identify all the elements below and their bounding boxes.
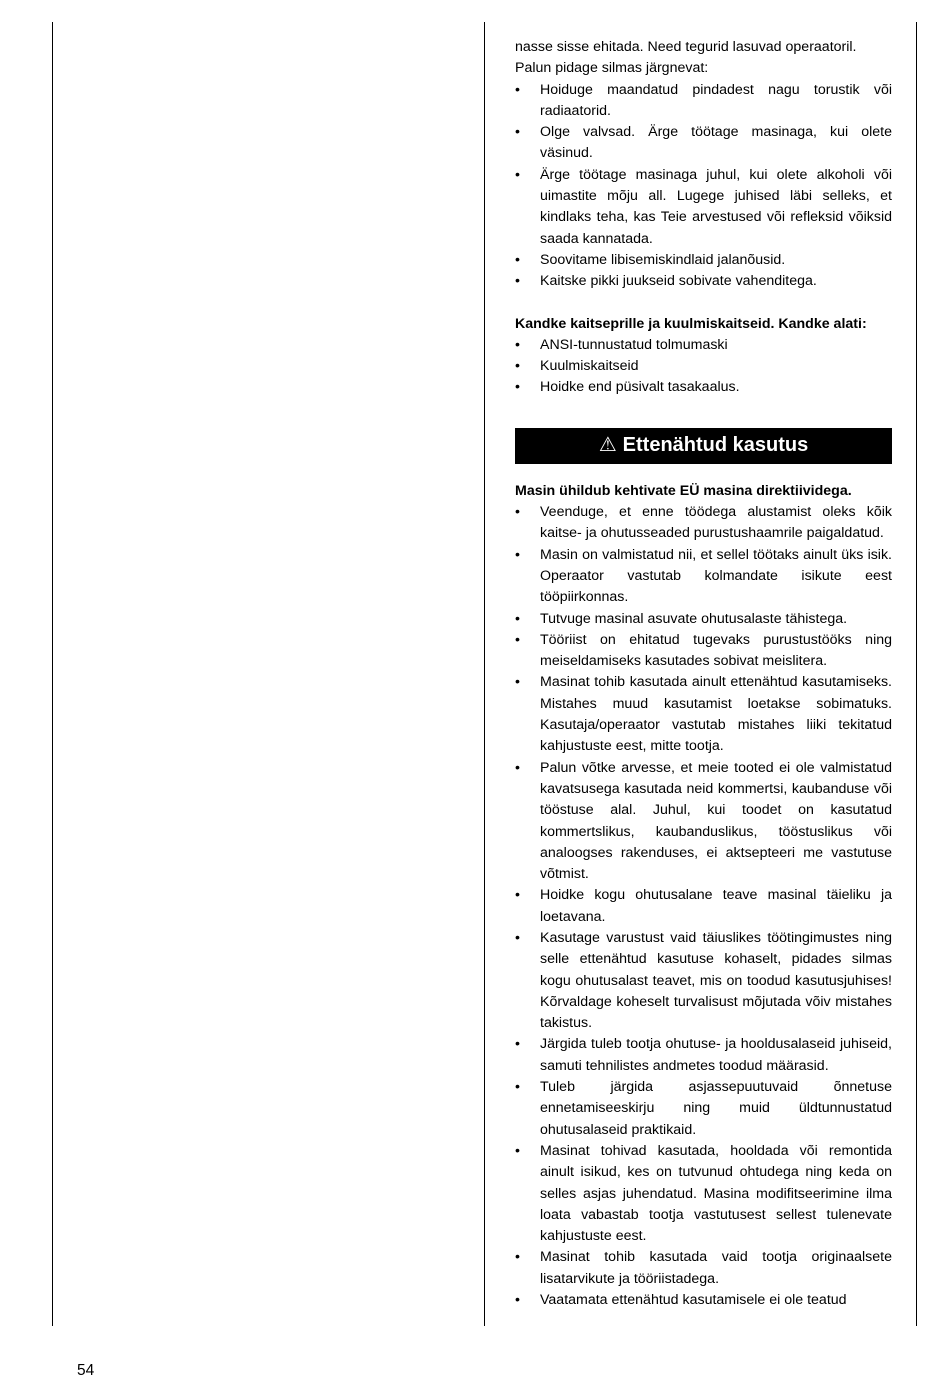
list-item: • Järgida tuleb tootja ohutuse- ja hooldusalaseid juhiseid, samuti tehnilistes andmetes toodud määrasid. <box>515 1034 892 1077</box>
list-item: • Hoiduge maandatud pindadest nagu torustik või radiaatorid. <box>515 80 892 123</box>
section-title: Ettenähtud kasutus <box>622 434 809 457</box>
text-column <box>515 37 892 1311</box>
list-item: • Tuleb järgida asjassepuutuvaid õnnetuse ennetamiseeskirju ning muid üldtunnustatud ohutusalaseid praktikaid. <box>515 1077 892 1141</box>
list-item: • Masin on valmistatud nii, et sellel töötaks ainult üks isik. Operaator vastutab kolmandate isikute eest tööpiirkonnas. <box>515 545 892 609</box>
intro-line: nasse sisse ehitada. Need tegurid lasuvad operaatoril. <box>515 39 857 55</box>
list-item: • Hoidke end püsivalt tasakaalus. <box>515 377 892 398</box>
column-divider-line <box>484 22 485 1326</box>
list-item: • Tööriist on ehitatud tugevaks purustustööks ning meiseldamiseks kasutades sobivat meislitera. <box>515 630 892 673</box>
right-margin-line <box>916 22 917 1326</box>
left-margin-line <box>52 22 53 1326</box>
list-item: • Masinat tohib kasutada ainult ettenähtud kasutamiseks. Mistahes muud kasutamist loetakse sobimatuks. Kasutaja/operaator vastutab mistahes liiki tekitatud kahjustuste eest, mitte tootja. <box>515 672 892 757</box>
list-item: • Vaatamata ettenähtud kasutamisele ei ole teatud <box>515 1290 892 1311</box>
precautions-list <box>515 80 892 293</box>
warning-triangle-icon: ⚠ <box>598 434 617 457</box>
list-item: • Masinat tohivad kasutada, hooldada või remontida ainult isikud, kes on tutvunud ohtudega ning keda on selles asjas juhendatud. Masina modifitseerimine ilma loata vabastab tootja vastutusest sellest tulenevate kahjustuste eest. <box>515 1141 892 1247</box>
section-banner <box>515 428 892 464</box>
list-item: • Kaitske pikki juukseid sobivate vahenditega. <box>515 271 892 292</box>
list-item: • Masinat tohib kasutada vaid tootja originaalsete lisatarvikute ja tööriistadega. <box>515 1247 892 1290</box>
page-number: 54 <box>77 1362 95 1379</box>
list-item: • Hoidke kogu ohutusalane teave masinal täieliku ja loetavana. <box>515 885 892 928</box>
list-item: • ANSI-tunnustatud tolmumaski <box>515 335 892 356</box>
list-item: • Soovitame libisemiskindlaid jalanõusid. <box>515 250 892 271</box>
intended-use-list <box>515 502 892 1311</box>
list-item: • Tutvuge masinal asuvate ohutusalaste tähistega. <box>515 609 892 630</box>
list-item: • Olge valvsad. Ärge töötage masinaga, kui olete väsinud. <box>515 122 892 165</box>
list-item: • Kasutage varustust vaid täiuslikes töötingimustes ning selle ettenähtud kasutuse kohaselt, pidades silmas kogu ohutusalast teavet, mis on toodud kasutusjuhises! Kõrvaldage koheselt turvalisust mõjutada võiv mistahes takistus. <box>515 928 892 1034</box>
list-item: • Kuulmiskaitseid <box>515 356 892 377</box>
intro-line: Palun pidage silmas järgnevat: <box>515 60 709 77</box>
list-item: • Ärge töötage masinaga juhul, kui olete alkoholi või uimastite mõju all. Lugege juhised läbi selleks, et kindlaks teha, kas Teie arvestused või refleksid võiksid saada kannatada. <box>515 165 892 250</box>
ppe-list <box>515 335 892 399</box>
list-item: • Palun võtke arvesse, et meie tooted ei ole valmistatud kavatsusega kasutada neid kommertsi, kaubanduse või tööstuse alal. Juhul, kui toodet on kasutatud kommertslikus, kaubanduslikus, tööstuslikus või analoogses rakenduses, ei aktsepteeri me vastutuse võtmist. <box>515 758 892 886</box>
ppe-heading: Kandke kaitseprille ja kuulmiskaitseid. Kandke alati: <box>515 315 867 332</box>
list-item: • Veenduge, et enne töödega alustamist oleks kõik kaitse- ja ohutusseaded purustushaamrile paigaldatud. <box>515 502 892 545</box>
section-lead: Masin ühildub kehtivate EÜ masina direktiividega. <box>515 482 852 499</box>
